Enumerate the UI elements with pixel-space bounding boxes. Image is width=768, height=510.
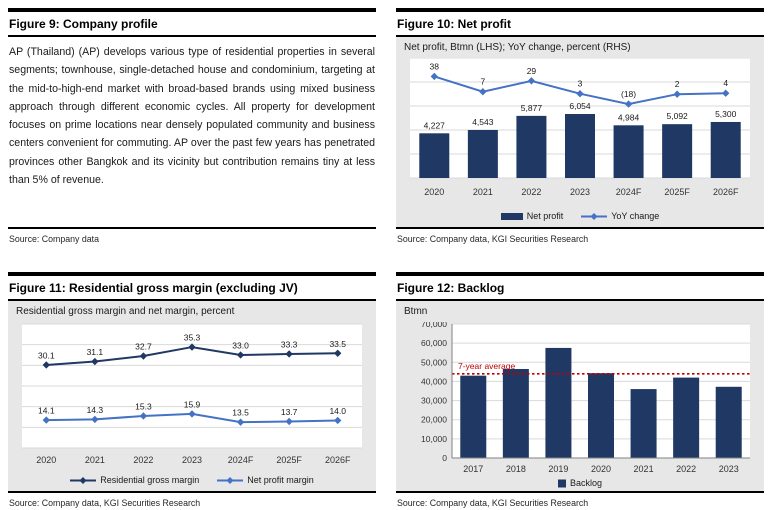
legend-item-label: YoY change	[611, 211, 660, 221]
svg-text:2020: 2020	[36, 455, 57, 465]
svg-text:2: 2	[674, 79, 680, 90]
figure-12-panel	[396, 272, 764, 508]
svg-text:2022: 2022	[676, 464, 697, 474]
svg-text:2022: 2022	[521, 187, 542, 197]
figure-10-source: Source: Company data, KGI Securities Research	[396, 227, 764, 244]
svg-text:40,000: 40,000	[421, 376, 447, 387]
svg-text:5,877: 5,877	[520, 102, 543, 113]
svg-text:2023: 2023	[181, 455, 203, 465]
svg-text:32.7: 32.7	[135, 341, 152, 352]
margin-chart	[8, 301, 376, 491]
line-legend-marker-icon	[217, 476, 243, 485]
svg-text:2021: 2021	[633, 464, 654, 474]
figure-12-title: Figure 12: Backlog	[396, 276, 764, 301]
net-profit-chart-subtitle: Net profit, Btmn (LHS); YoY change, percent (RHS)	[404, 42, 631, 53]
legend-item	[217, 475, 314, 485]
svg-text:(18): (18)	[621, 89, 637, 100]
svg-text:2020: 2020	[424, 187, 445, 197]
figure-9-panel	[8, 8, 376, 244]
legend-item	[581, 211, 659, 221]
svg-text:4,543: 4,543	[472, 116, 494, 127]
svg-text:2023: 2023	[718, 464, 739, 474]
svg-text:2023: 2023	[569, 187, 591, 197]
figure-11-title: Figure 11: Residential gross margin (excluding JV)	[8, 276, 376, 301]
line-legend-marker-icon	[70, 476, 96, 485]
legend-item-label: Net profit margin	[247, 475, 314, 485]
net-profit-chart-svg	[404, 58, 756, 204]
svg-text:60,000: 60,000	[421, 338, 447, 349]
svg-text:5,300: 5,300	[715, 108, 737, 119]
svg-text:15.9: 15.9	[183, 399, 201, 410]
svg-text:5,092: 5,092	[666, 111, 688, 122]
rect-legend-marker-icon	[501, 212, 523, 221]
legend-item-label: Net profit	[526, 211, 564, 221]
svg-text:0: 0	[442, 453, 447, 463]
svg-text:2026F: 2026F	[324, 455, 351, 465]
legend-item	[558, 478, 602, 488]
svg-text:30.1: 30.1	[38, 350, 55, 361]
backlog-chart-y-axis-label: Btmn	[404, 306, 428, 317]
svg-text:33.5: 33.5	[329, 338, 346, 349]
svg-text:15.3: 15.3	[135, 401, 152, 412]
backlog-chart-svg	[404, 322, 756, 476]
svg-text:2025F: 2025F	[664, 187, 690, 197]
svg-text:31.1: 31.1	[86, 347, 104, 358]
svg-text:13.5: 13.5	[232, 407, 249, 418]
svg-text:2019: 2019	[548, 464, 569, 474]
margin-chart-legend	[16, 473, 368, 489]
figure-11-source: Source: Company data, KGI Securities Research	[8, 491, 376, 508]
svg-text:20,000: 20,000	[421, 414, 447, 425]
svg-text:2025F: 2025F	[276, 455, 302, 465]
svg-text:35.3: 35.3	[183, 332, 201, 343]
figure-10-title: Figure 10: Net profit	[396, 12, 764, 37]
legend-item-label: Backlog	[569, 478, 603, 488]
svg-text:33.0: 33.0	[232, 340, 249, 351]
legend-item	[70, 475, 199, 485]
svg-text:2021: 2021	[84, 455, 105, 465]
svg-text:33.3: 33.3	[280, 339, 298, 350]
svg-text:2024F: 2024F	[615, 187, 642, 197]
svg-text:7: 7	[480, 76, 486, 87]
svg-text:14.1: 14.1	[38, 405, 55, 416]
svg-text:2026F: 2026F	[712, 187, 739, 197]
svg-text:14.0: 14.0	[329, 405, 346, 416]
legend-item-label: Residential gross margin	[100, 475, 200, 485]
backlog-chart-legend	[404, 476, 756, 492]
svg-text:2024F: 2024F	[227, 455, 254, 465]
net-profit-chart-legend	[404, 209, 756, 225]
svg-text:2020: 2020	[590, 464, 612, 474]
svg-text:3: 3	[577, 78, 583, 89]
svg-text:70,000: 70,000	[421, 322, 447, 329]
svg-text:50,000: 50,000	[421, 357, 447, 368]
svg-text:10,000: 10,000	[421, 433, 447, 444]
legend-item	[501, 211, 564, 221]
figure-12-source: Source: Company data, KGI Securities Research	[396, 491, 764, 508]
svg-text:4,984: 4,984	[617, 112, 640, 123]
svg-text:14.3: 14.3	[86, 404, 104, 415]
figure-11-panel	[8, 272, 376, 508]
svg-text:2022: 2022	[133, 455, 154, 465]
figure-9-title: Figure 9: Company profile	[8, 12, 376, 37]
svg-text:4,227: 4,227	[423, 120, 445, 131]
svg-text:6,054: 6,054	[569, 101, 591, 111]
line-legend-marker-icon	[581, 212, 607, 221]
svg-text:2021: 2021	[472, 187, 493, 197]
margin-chart-svg	[16, 322, 368, 472]
backlog-chart	[396, 301, 764, 491]
svg-text:30,000: 30,000	[421, 395, 447, 406]
margin-chart-subtitle: Residential gross margin and net margin, percent	[16, 306, 235, 317]
figure-9-body: AP (Thailand) (AP) develops various type of residential properties in several segments; townhouse, single-detached house and condominium, targeting at the mid-to-high-end market with broad-based brands using mixed business approach through different economic cycles. All property for development focuses on prime locations near densely populated community and business centers convenient for commuting. AP over the past few years has penetrated provinces other Bangkok and its vicinity but contribution remains tiny at less than 5% of revenue.	[9, 46, 375, 187]
net-profit-chart	[396, 37, 764, 227]
figure-10-panel	[396, 8, 764, 244]
svg-text:13.7: 13.7	[280, 406, 298, 417]
square-legend-marker-icon	[558, 479, 566, 488]
svg-text:7-year average: 7-year average	[458, 360, 516, 371]
figure-9-source: Source: Company data	[8, 227, 376, 244]
svg-text:4: 4	[723, 78, 729, 89]
svg-text:2018: 2018	[505, 464, 526, 474]
svg-text:38: 38	[429, 61, 440, 72]
svg-text:29: 29	[526, 65, 537, 76]
svg-text:2017: 2017	[463, 464, 484, 474]
